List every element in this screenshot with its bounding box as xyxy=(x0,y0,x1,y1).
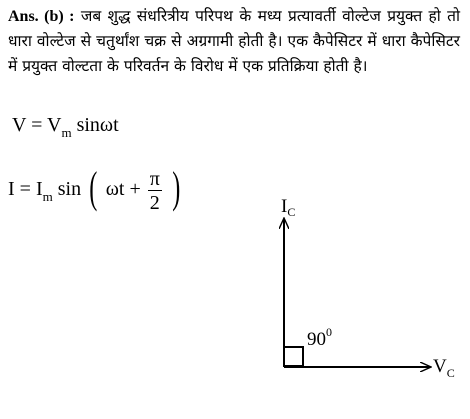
eq2-coef-sub: m xyxy=(42,188,53,204)
eq1-coef-sub: m xyxy=(61,125,72,140)
eq2-close-paren: ) xyxy=(172,163,181,212)
answer-label: Ans. (b) : xyxy=(8,8,75,25)
eq2-term: ωt + xyxy=(105,177,141,200)
eq2-open-paren: ( xyxy=(89,163,98,212)
voltage-label: $V_C$ xyxy=(433,356,455,380)
eq2-equals: = xyxy=(19,177,31,200)
eq1-rhs: sinωt xyxy=(76,114,119,136)
eq1-coef: V xyxy=(47,114,62,136)
fraction-numerator: π xyxy=(149,167,160,190)
angle-label: $90^0$ xyxy=(307,325,332,350)
eq1-equals: = xyxy=(31,114,43,136)
current-label: $I_C$ xyxy=(281,196,296,219)
eq2-coef: I xyxy=(35,177,43,200)
eq2-func: sin xyxy=(57,177,82,200)
eq1-lhs: V xyxy=(12,114,27,136)
eq2-lhs: I xyxy=(8,177,15,200)
answer-text: जब शुद्ध संधरित्रीय परिपथ के मध्य प्रत्यावर्ती वोल्टेज प्रयुक्त हो तो धारा वोल्टेज से चतुर्थांश चक्र से अग्रगामी होती है। एक कैपेसिटर में धारा कैपेसिटर में प्रयुक्त वोल्टता के परिवर्तन के विरोध में एक प्रतिक्रिया होती है। xyxy=(8,7,461,75)
fraction-denominator: 2 xyxy=(149,191,160,214)
right-angle-marker xyxy=(284,347,303,366)
